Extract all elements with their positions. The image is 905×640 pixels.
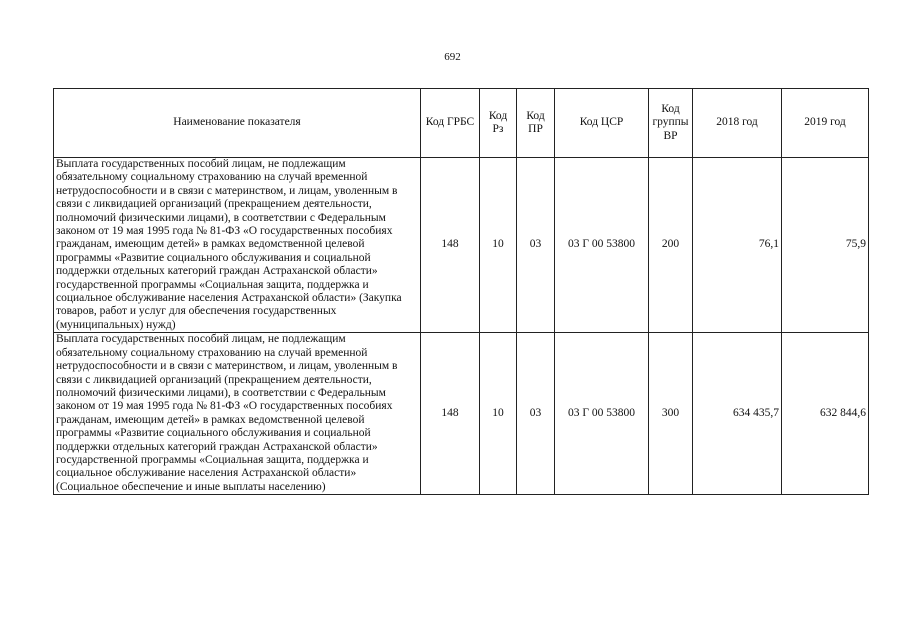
row-value-2019: 632 844,6 — [782, 333, 869, 495]
row-vr-group-code: 200 — [649, 158, 693, 333]
header-vr-group-code: Код группы ВР — [649, 89, 693, 158]
page-number: 692 — [444, 51, 461, 63]
table-header-row — [54, 89, 869, 158]
row-csr-code: 03 Г 00 53800 — [555, 158, 649, 333]
row-indicator-name: Выплата государственных пособий лицам, не подлежащим обязательному социальному страхованию на случай временной нетрудоспособности и в связи с материнством, и лицам, уволенным в связи с ликвидацией организаций (прекращением деятельности, полномочий физическими лицами), в соответствии с Федеральным законом от 19 мая 1995 года № 81-ФЗ «О государственных пособиях гражданам, имеющим детей» в рамках ведомственной целевой программы «Развитие социального обслуживания и социальной поддержки отдельных категорий граждан Астраханской области» государственной программы «Социальная защита, поддержка и социальное обслуживание населения Астраханской области» (Закупка товаров, работ и услуг для обеспечения государственных (муниципальных) нужд) — [54, 158, 421, 333]
row-rz-code: 10 — [480, 158, 517, 333]
table-row — [54, 333, 869, 495]
header-rz-code: Код Рз — [480, 89, 517, 158]
header-year-2019: 2019 год — [782, 89, 869, 158]
header-grbs-code: Код ГРБС — [421, 89, 480, 158]
row-vr-group-code: 300 — [649, 333, 693, 495]
row-rz-code: 10 — [480, 333, 517, 495]
row-grbs-code: 148 — [421, 333, 480, 495]
row-value-2018: 634 435,7 — [693, 333, 782, 495]
row-value-2019: 75,9 — [782, 158, 869, 333]
header-csr-code: Код ЦСР — [555, 89, 649, 158]
row-indicator-name: Выплата государственных пособий лицам, не подлежащим обязательному социальному страхованию на случай временной нетрудоспособности и в связи с материнством, и лицам, уволенным в связи с ликвидацией организаций (прекращением деятельности, полномочий физическими лицами), в соответствии с Федеральным законом от 19 мая 1995 года № 81-ФЗ «О государственных пособиях гражданам, имеющим детей» в рамках ведомственной целевой программы «Развитие социального обслуживания и социальной поддержки отдельных категорий граждан Астраханской области» государственной программы «Социальная защита, поддержка и социальное обслуживание населения Астраханской области» (Социальное обеспечение и иные выплаты населению) — [54, 333, 421, 495]
header-pr-code: Код ПР — [517, 89, 555, 158]
row-grbs-code: 148 — [421, 158, 480, 333]
row-csr-code: 03 Г 00 53800 — [555, 333, 649, 495]
row-pr-code: 03 — [517, 158, 555, 333]
row-value-2018: 76,1 — [693, 158, 782, 333]
header-indicator-name: Наименование показателя — [54, 89, 421, 158]
budget-table — [53, 88, 869, 495]
row-pr-code: 03 — [517, 333, 555, 495]
table-row — [54, 158, 869, 333]
header-year-2018: 2018 год — [693, 89, 782, 158]
